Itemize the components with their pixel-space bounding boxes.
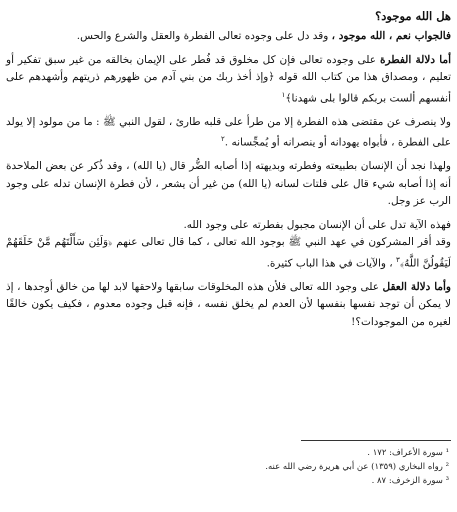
reason-text: على وجود الله تعالى فلأن هذه المخلوقات سابقها ولاحقها لابد لها من خالق أوجدها ، إذ لا يمكن أن توجد نفسها بنفسها لأن العدم لم يخلق نفسه ، فإنه قبل وجوده معدوم ، فكيف يكون خالقًا لغيره من الموجودات؟! <box>6 280 451 328</box>
fitrah-text: على وجوده تعالى فإن كل مخلوق قد فُطر على الإيمان بخالقه من غير سبق تفكير أو تعليم ، ومصداق هذا من كتاب الله قوله ﴿وإذ أخذ ربك من بني آدم من ظهورهم ذريتهم وأشهدهم على أنفسهم ألست بربكم قالوا بلى شهدنا﴾ <box>6 53 451 104</box>
footnotes <box>149 446 449 488</box>
answer-text: وقد دل على وجوده تعالى الفطرة والعقل والشرع والحس. <box>76 30 332 42</box>
paragraph-mushrikun <box>6 234 451 273</box>
answer-lead: فالجواب نعم ، الله موجود ، <box>331 30 451 42</box>
page-title: هل الله موجود؟ <box>375 9 451 23</box>
footnote-2: ² رواه البخاري (١٣٥٩) عن أبي هريرة رضي الله عنه. <box>265 462 449 472</box>
paragraph-human-nature <box>6 158 451 211</box>
paragraph-answer <box>6 28 451 46</box>
paragraph-reason <box>6 279 451 332</box>
paragraph-verse-conclusion <box>6 217 451 235</box>
verse-conclusion-text: فهذه الآية تدل على أن الإنسان مجبول بفطرته على وجود الله. <box>183 218 451 231</box>
paragraph-hadith <box>6 114 451 153</box>
mushrikun-text: وقد أقر المشركون في عهد النبي ﷺ بوجود الله تعالى ، كما قال تعالى عنهم ﴿وَلَئِن سَأَلْتَهُم مَّنْ خَلَقَهُمْ لَيَقُولُنَّ اللَّهُ﴾ <box>6 236 451 269</box>
mushrikun-tail: ، والآيات في هذا الباب كثيرة. <box>266 257 397 269</box>
footnote-1: ¹ سورة الأعراف: ١٧٢ . <box>367 448 449 458</box>
human-nature-text: ولهذا نجد أن الإنسان بطبيعته وفطرته وبديهته إذا أصابه الضُّر قال (يا الله) ، وقد ذُكر عن بعض الملاحدة أنه إذا أصابه شيء قال على فلتات لسانه (يا الله) من غير أن يشعر ، لأن فطرة الإنسان تدله على وجود الرب عز وجل. <box>6 160 451 207</box>
fitrah-heading: أما دلالة الفطرة <box>379 53 451 66</box>
footnote-divider <box>301 440 451 441</box>
document-page <box>6 6 451 331</box>
reason-heading: وأما دلالة العقل <box>382 280 452 293</box>
footnote-3: ³ سورة الزخرف: ٨٧ . <box>371 476 449 486</box>
paragraph-fitrah <box>6 52 451 108</box>
footnote-ref-3[interactable]: ٣ <box>396 255 400 264</box>
hadith-text: ولا ينصرف عن مقتضى هذه الفطرة إلا من طرأ على قلبه طارئ ، لقول النبي ﷺ : ما من مولود إلا يولد على الفطرة ، فأبواه يهودانه أو ينصرانه أو يُمجِّسانه . <box>6 115 451 149</box>
footnote-ref-2[interactable]: ٢ <box>221 135 225 143</box>
footnote-ref-1[interactable]: ١ <box>281 90 286 99</box>
